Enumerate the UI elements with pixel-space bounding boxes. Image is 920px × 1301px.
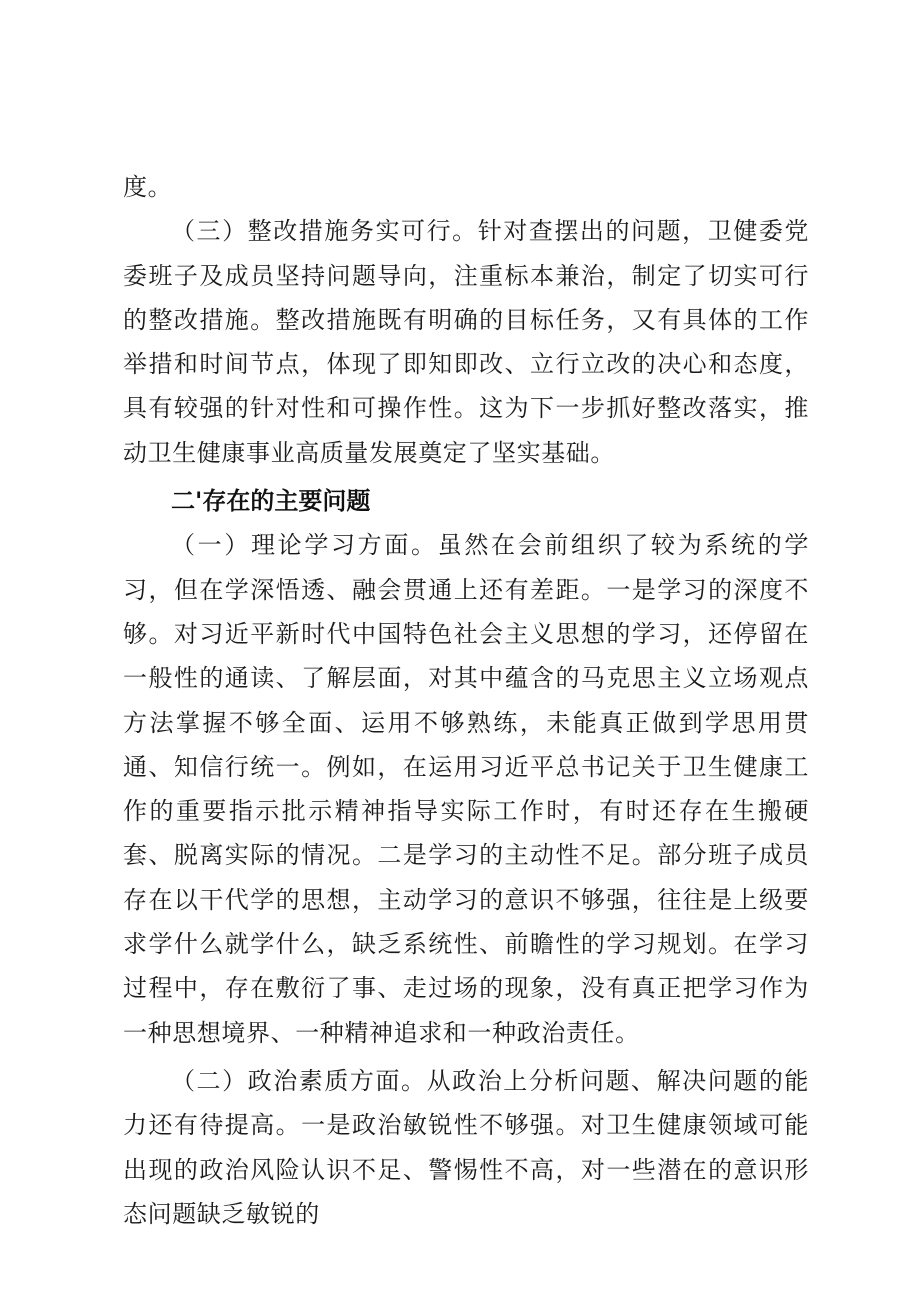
document-body (123, 165, 809, 1236)
paragraph-rectification-measures: （三）整改措施务实可行。针对查摆出的问题，卫健委党委班子及成员坚持问题导向，注重标本兼治，制定了切实可行的整改措施。整改措施既有明确的目标任务，又有具体的工作举措和时间节点，体现了即知即改、立行立改的决心和态度，具有较强的针对性和可操作性。这为下一步抓好整改落实，推动卫生健康事业高质量发展奠定了坚实基础。 (123, 217, 809, 467)
paragraph-continuation: 度。 (123, 173, 173, 201)
section-heading-main-problems: 二'存在的主要问题 (171, 487, 371, 516)
paragraph-theory-study: （一）理论学习方面。虽然在会前组织了较为系统的学习，但在学深悟透、融会贯通上还有差距。一是学习的深度不够。对习近平新时代中国特色社会主义思想的学习，还停留在一般性的通读、了解层面，对其中蕴含的马克思主义立场观点方法掌握不够全面、运用不够熟练，未能真正做到学思用贯通、知信行统一。例如，在运用习近平总书记关于卫生健康工作的重要指示批示精神指导实际工作时，有时还存在生搬硬套、脱离实际的情况。二是学习的主动性不足。部分班子成员存在以干代学的思想，主动学习的意识不够强，往往是上级要求学什么就学什么，缺乏系统性、前瞻性的学习规划。在学习过程中，存在敷衍了事、走过场的现象，没有真正把学习作为一种思想境界、一种精神追求和一种政治责任。 (123, 531, 809, 1047)
paragraph-political-quality: （二）政治素质方面。从政治上分析问题、解决问题的能力还有待提高。一是政治敏锐性不够强。对卫生健康领域可能出现的政治风险认识不足、警惕性不高，对一些潜在的意识形态问题缺乏敏锐的 (123, 1066, 809, 1228)
